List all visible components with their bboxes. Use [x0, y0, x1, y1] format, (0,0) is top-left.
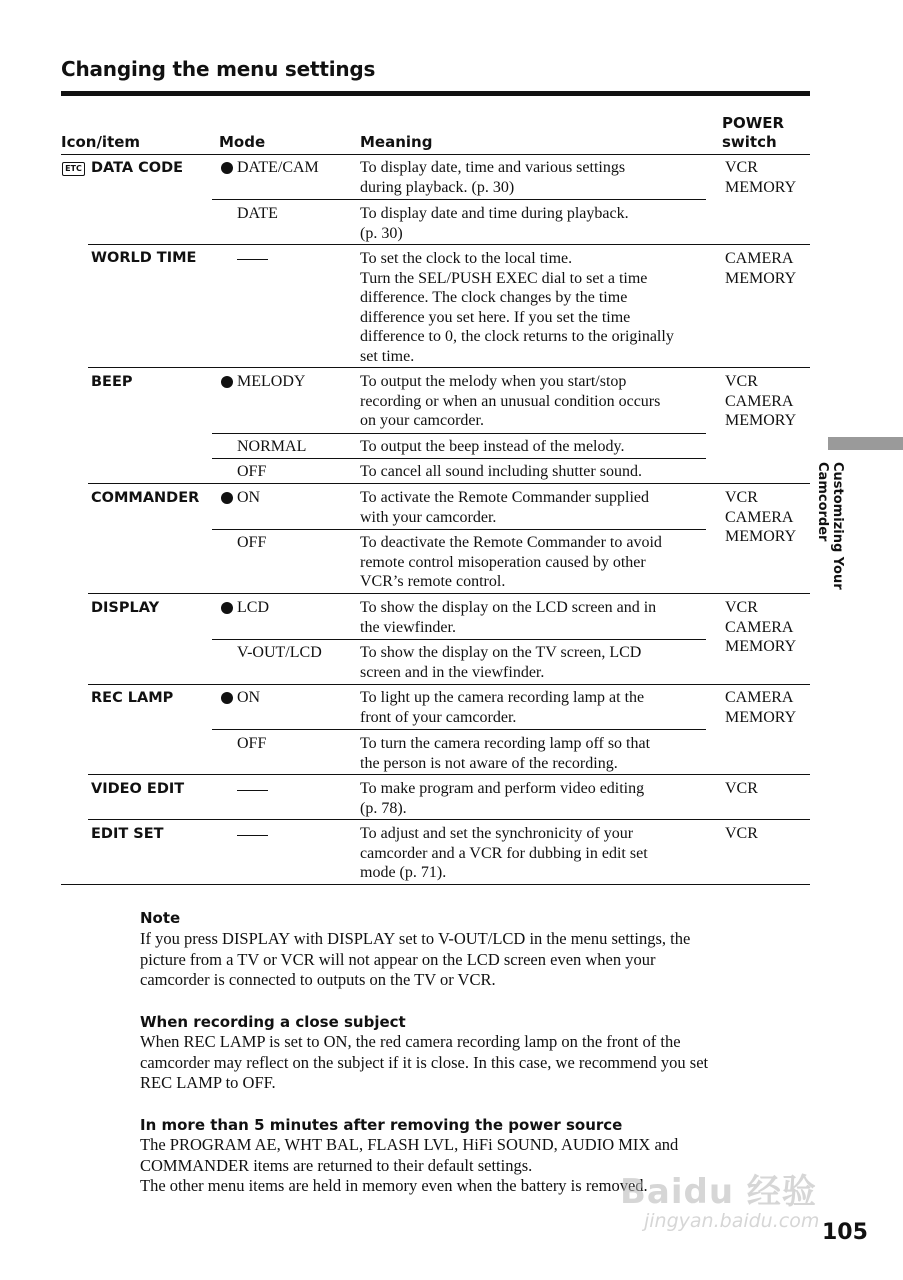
header-rule: [61, 154, 810, 155]
power-edit-set: VCR: [725, 825, 758, 842]
default-bullet-icon: [221, 376, 233, 388]
mode-date: DATE: [237, 205, 278, 222]
note-body-power-source: The PROGRAM AE, WHT BAL, FLASH LVL, HiFi SOUND, AUDIO MIX and COMMANDER items are returned to their default settings. The other menu items are held in memory even when the battery is removed.: [140, 1135, 679, 1195]
default-bullet-icon: [221, 602, 233, 614]
watermark: [620, 1140, 850, 1240]
note-heading-close-subject: When recording a close subject: [140, 1013, 406, 1031]
sub-rule: [212, 639, 706, 640]
mode-off: OFF: [237, 534, 267, 551]
item-video-edit: VIDEO EDIT: [91, 781, 185, 797]
row-rule: [88, 774, 810, 775]
item-rec-lamp: REC LAMP: [91, 690, 174, 706]
header-meaning: Meaning: [360, 133, 433, 151]
watermark-brand: Baidu 经验: [620, 1172, 817, 1212]
meaning-beep-normal: To output the beep instead of the melody.: [360, 438, 625, 455]
mode-lcd: LCD: [237, 599, 269, 616]
sub-rule: [212, 458, 706, 459]
mode-on: ON: [237, 689, 261, 706]
note-heading: Note: [140, 909, 181, 927]
mode-melody: MELODY: [237, 373, 306, 390]
item-edit-set: EDIT SET: [91, 826, 164, 842]
meaning-world-time: To set the clock to the local time. Turn the SEL/PUSH EXEC dial to set a time difference. The clock changes by the time difference you set here. If you set the time difference to 0, the clock returns to the originally set time.: [360, 250, 674, 365]
power-data-code: VCR MEMORY: [725, 159, 797, 196]
meaning-edit-set: To adjust and set the synchronicity of your camcorder and a VCR for dubbing in edit set mode (p. 71).: [360, 825, 648, 881]
row-rule: [88, 367, 810, 368]
mode-none-dash: [237, 790, 268, 791]
meaning-commander-on: To activate the Remote Commander supplied with your camcorder.: [360, 489, 650, 526]
note-body: If you press DISPLAY with DISPLAY set to V-OUT/LCD in the menu settings, the picture from a TV or VCR will not appear on the LCD screen even when your camcorder is connected to outputs on the TV or VCR.: [140, 929, 691, 989]
item-world-time: WORLD TIME: [91, 250, 197, 266]
row-rule: [88, 483, 810, 484]
default-bullet-icon: [221, 162, 233, 174]
row-rule: [88, 684, 810, 685]
item-beep: BEEP: [91, 374, 133, 390]
etc-icon: ETC: [62, 162, 85, 176]
header-mode: Mode: [219, 133, 266, 151]
meaning-commander-off: To deactivate the Remote Commander to avoid remote control misoperation caused by other VCR’s remote control.: [360, 534, 662, 590]
sub-rule: [212, 529, 706, 530]
row-rule: [88, 244, 810, 245]
power-rec-lamp: CAMERA MEMORY: [725, 689, 797, 726]
sub-rule: [212, 199, 706, 200]
power-video-edit: VCR: [725, 780, 758, 797]
page-title: Changing the menu settings: [61, 57, 376, 81]
meaning-beep-off: To cancel all sound including shutter sound.: [360, 463, 642, 480]
meaning-display-v-out-lcd: To show the display on the TV screen, LCD screen and in the viewfinder.: [360, 644, 642, 681]
section-tab-marker: [828, 437, 903, 450]
meaning-rec-lamp-on: To light up the camera recording lamp at the front of your camcorder.: [360, 689, 645, 726]
page-number: 105: [822, 1220, 868, 1245]
row-rule: [88, 819, 810, 820]
item-display: DISPLAY: [91, 600, 160, 616]
mode-off: OFF: [237, 463, 267, 480]
row-rule: [88, 593, 810, 594]
mode-date-cam: DATE/CAM: [237, 159, 319, 176]
meaning-display-lcd: To show the display on the LCD screen and in the viewfinder.: [360, 599, 657, 636]
header-power-line2: switch: [722, 133, 777, 151]
table-bottom-rule: [61, 884, 810, 885]
sub-rule: [212, 729, 706, 730]
mode-on: ON: [237, 489, 261, 506]
note-body-close-subject: When REC LAMP is set to ON, the red camera recording lamp on the front of the camcorder may reflect on the subject if it is close. In this case, we recommend you set REC LAMP to OFF.: [140, 1032, 709, 1092]
power-display: VCR CAMERA MEMORY: [725, 599, 797, 655]
header-icon-item: Icon/item: [61, 133, 141, 151]
watermark-url: jingyan.baidu.com: [644, 1210, 820, 1232]
mode-none-dash: [237, 835, 268, 836]
meaning-beep-melody: To output the melody when you start/stop recording or when an unusual condition occurs on your camcorder.: [360, 373, 661, 429]
meaning-data-code-date: To display date and time during playback. (p. 30): [360, 205, 629, 242]
mode-none-dash: [237, 259, 268, 260]
item-data-code: DATA CODE: [91, 160, 184, 176]
item-commander: COMMANDER: [91, 490, 200, 506]
mode-v-out-lcd: V-OUT/LCD: [237, 644, 322, 661]
title-rule: [61, 91, 810, 96]
section-tab-label: Customizing Your Camcorder: [815, 462, 845, 590]
meaning-data-code-date-cam: To display date, time and various settings during playback. (p. 30): [360, 159, 626, 196]
sub-rule: [212, 433, 706, 434]
power-beep: VCR CAMERA MEMORY: [725, 373, 797, 429]
power-world-time: CAMERA MEMORY: [725, 250, 797, 287]
default-bullet-icon: [221, 492, 233, 504]
power-commander: VCR CAMERA MEMORY: [725, 489, 797, 545]
mode-normal: NORMAL: [237, 438, 307, 455]
mode-off: OFF: [237, 735, 267, 752]
meaning-video-edit: To make program and perform video editing (p. 78).: [360, 780, 645, 817]
default-bullet-icon: [221, 692, 233, 704]
meaning-rec-lamp-off: To turn the camera recording lamp off so that the person is not aware of the recording.: [360, 735, 651, 772]
note-heading-power-source: In more than 5 minutes after removing the power source: [140, 1116, 623, 1134]
header-power-line1: POWER: [722, 114, 785, 132]
